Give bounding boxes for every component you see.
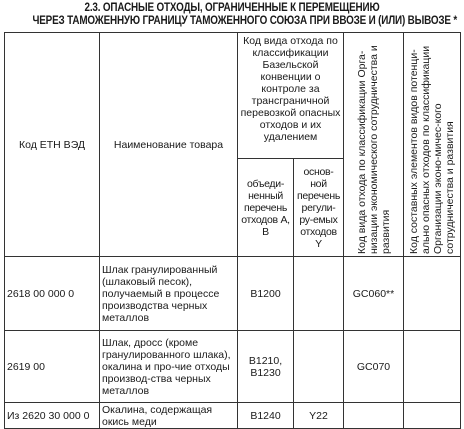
header-name-label: Наименование товара <box>113 138 224 151</box>
row-components <box>404 403 461 429</box>
row-components <box>404 331 461 403</box>
row-components <box>404 257 461 331</box>
header-oecd-components-label: Код составных элементов видов потенци-ально опасных отходов по классификации Организации эконо-мичес-кого сотрудничества и развития <box>408 45 456 254</box>
title-line-2: ЧЕРЕЗ ТАМОЖЕННУЮ ГРАНИЦУ ТАМОЖЕННОГО СОЮЗА ПРИ ВВОЗЕ И (ИЛИ) ВЫВОЗЕ * <box>32 15 458 27</box>
header-name <box>100 33 238 257</box>
row-ab: B1210, B1230 <box>238 331 294 403</box>
header-basel-y-label: основ-ной перечень регули-ру-емых отходов Y <box>296 165 341 250</box>
header-oecd-components <box>404 33 461 257</box>
row-name: Шлак, дросс (кроме гранулированного шлака), окалина и про-чие отходы производ-ства черных металлов <box>100 331 238 403</box>
row-name: Шлак гранулированный (шлаковый песок), получаемый в процессе производства черных металлов <box>100 257 238 331</box>
header-basel-label: Код вида отхода по классификации Базельской конвенции о контроле за трансграничной перевозкой опасных отходов и их удалением <box>240 35 341 143</box>
row-oecd <box>344 403 404 429</box>
row-code: 2618 00 000 0 <box>5 257 100 331</box>
row-y <box>294 257 344 331</box>
table-row <box>5 331 461 403</box>
row-oecd: GC070 <box>344 331 404 403</box>
row-ab: B1200 <box>238 257 294 331</box>
header-code <box>5 33 100 257</box>
header-basel-ab <box>238 159 294 257</box>
header-basel <box>238 33 344 159</box>
header-basel-ab-label: объеди-ненный перечень отходов А, В <box>241 177 290 238</box>
row-oecd: GC060** <box>344 257 404 331</box>
row-y: Y22 <box>294 403 344 429</box>
table-row <box>5 403 461 429</box>
page-title <box>32 2 458 28</box>
title-line-1: 2.3. ОПАСНЫЕ ОТХОДЫ, ОГРАНИЧЕННЫЕ К ПЕРЕМЕЩЕНИЮ <box>84 2 380 14</box>
row-y <box>294 331 344 403</box>
header-code-label: Код ЕТН ВЭД <box>19 138 85 151</box>
table-row <box>5 257 461 331</box>
row-code: Из 2620 30 000 0 <box>5 403 100 429</box>
row-code: 2619 00 <box>5 331 100 403</box>
row-name: Окалина, содержащая окись меди <box>100 403 238 429</box>
header-basel-y <box>294 159 344 257</box>
header-oecd <box>344 33 404 257</box>
hazardous-waste-table <box>4 32 461 429</box>
header-oecd-label: Код вида отхода по классификации Орга-низации экономического сотрудничества и развития <box>355 44 392 254</box>
row-ab: B1240 <box>238 403 294 429</box>
